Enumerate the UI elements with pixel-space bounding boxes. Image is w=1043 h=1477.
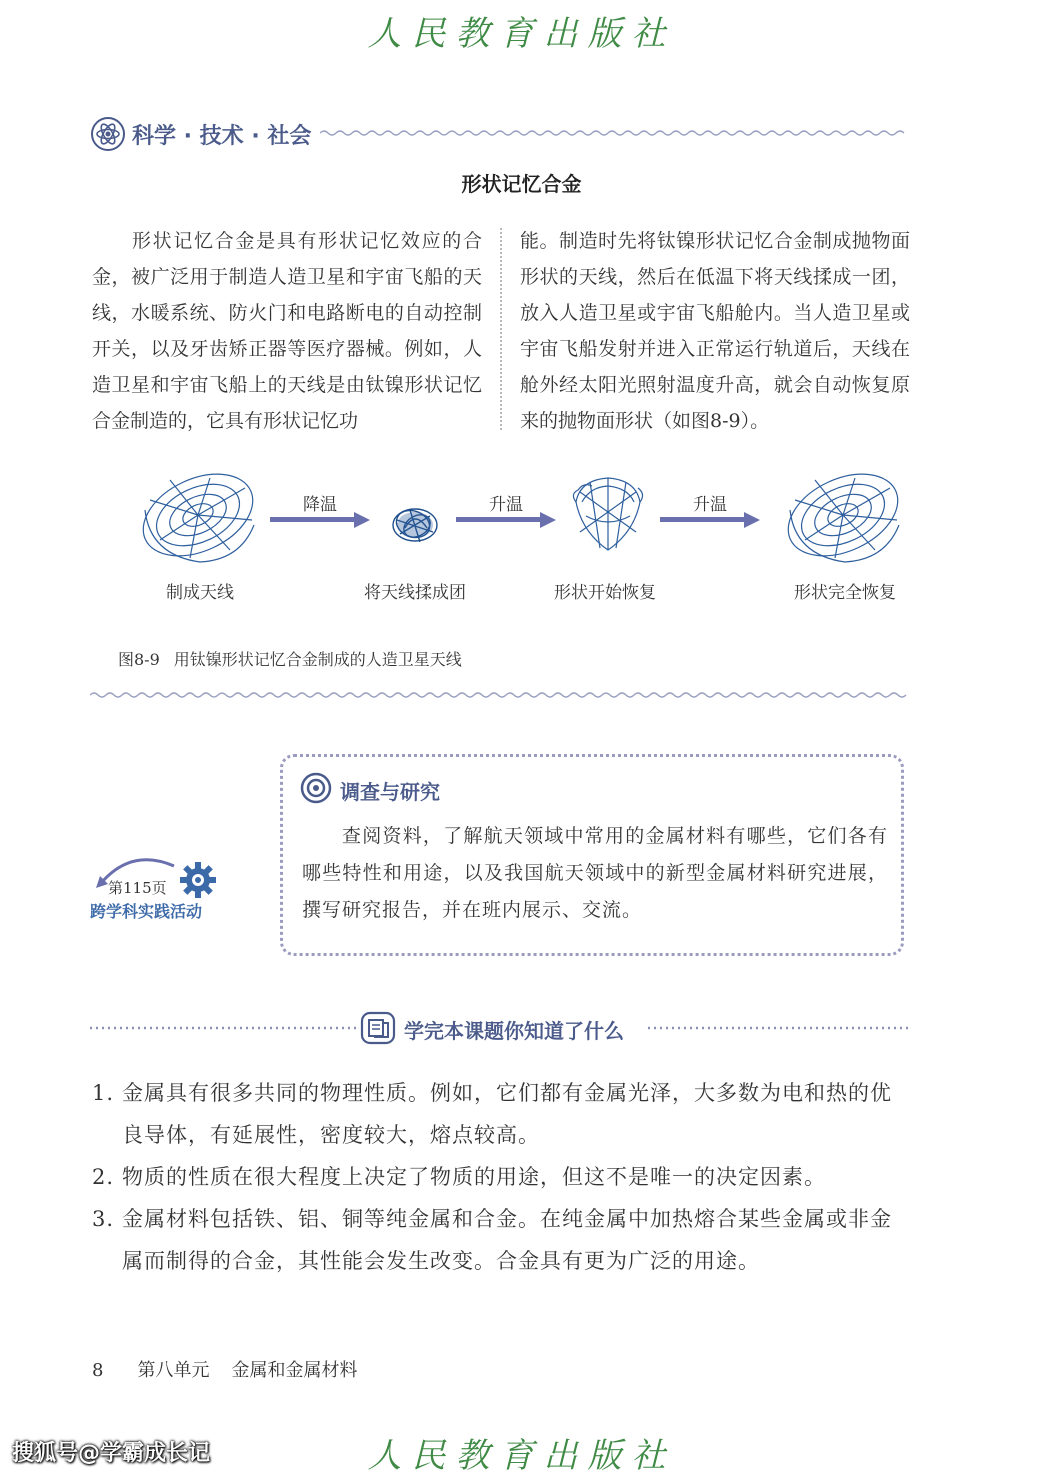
unit-label: 第八单元 xyxy=(137,1360,210,1381)
list-item-text: 金属具有很多共同的物理性质。例如，它们都有金属光泽，大多数为电和热的优良导体，有延展性，密度较大，熔点较高。 xyxy=(122,1081,892,1147)
arrow-right-icon xyxy=(660,512,760,528)
side-note-page: 第115页 xyxy=(108,879,167,897)
arrow-right-icon xyxy=(456,512,556,528)
article-column-2: 能。制造时先将钛镍形状记忆合金制成抛物面形状的天线，然后在低温下将天线揉成一团，放入人造卫星或宇宙飞船舱内。当人造卫星或宇宙飞船发射并进入正常运行轨道后，天线在舱外经太阳光照射温度升高，就会自动恢复原来的抛物面形状（如图8-9）。 xyxy=(520,230,910,432)
page-footer xyxy=(92,1356,357,1382)
antenna-crumpled-icon xyxy=(385,500,445,550)
list-item-text: 金属材料包括铁、铝、铜等纯金属和合金。在纯金属中加热熔合某些金属或非金属而制得的合金，其性能会发生改变。合金具有更为广泛的用途。 xyxy=(122,1207,892,1273)
publisher-logo-bottom: 人民教育出版社 xyxy=(367,1436,676,1476)
dotted-divider xyxy=(90,1026,356,1030)
list-item-number: 1. xyxy=(92,1081,115,1105)
watermark: 搜狐号@学霸成长记 xyxy=(12,1441,211,1466)
list-item-text: 物质的性质在很大程度上决定了物质的用途，但这不是唯一的决定因素。 xyxy=(122,1165,826,1189)
figure-number: 图8-9 xyxy=(118,650,160,669)
book-icon xyxy=(360,1011,396,1045)
atom-icon xyxy=(90,116,126,152)
learned-title: 学完本课题你知道了什么 xyxy=(404,1019,624,1043)
article-column-1: 形状记忆合金是具有形状记忆效应的合金，被广泛用于制造人造卫星和宇宙飞船的天线，水暖系统、防火门和电路断电的自动控制开关，以及牙齿矫正器等医疗器械。例如，人造卫星和宇宙飞船上的天线是由钛镍形状记忆合金制造的，它具有形状记忆功 xyxy=(92,230,482,432)
figure-arrow-label: 降温 xyxy=(303,495,337,515)
page-number: 8 xyxy=(92,1360,104,1381)
list-item xyxy=(92,1156,910,1198)
research-title: 调查与研究 xyxy=(340,780,440,804)
antenna-dish-full-icon xyxy=(130,470,260,570)
dotted-divider xyxy=(648,1026,910,1030)
article-title: 形状记忆合金 xyxy=(461,172,582,196)
figure-arrow-label: 升温 xyxy=(489,495,523,515)
figure-stage-label: 制成天线 xyxy=(166,583,234,603)
section-title: 科学 · 技术 · 社会 xyxy=(132,123,312,149)
list-item xyxy=(92,1072,910,1156)
gear-icon xyxy=(178,860,218,900)
publisher-logo-top: 人民教育出版社 xyxy=(367,14,676,54)
figure-arrow-label: 升温 xyxy=(693,495,727,515)
figure-stage-label: 将天线揉成团 xyxy=(364,583,466,603)
research-text: 查阅资料，了解航天领域中常用的金属材料有哪些，它们各有哪些特性和用途，以及我国航天领域中的新型金属材料研究进展，撰写研究报告，并在班内展示、交流。 xyxy=(302,825,888,921)
figure-caption-text: 用钛镍形状记忆合金制成的人造卫星天线 xyxy=(173,650,462,669)
list-item xyxy=(92,1198,910,1282)
antenna-recovering-icon xyxy=(570,472,646,556)
antenna-dish-full-icon xyxy=(775,470,905,570)
figure-antenna xyxy=(0,460,1043,640)
unit-title: 金属和金属材料 xyxy=(231,1360,358,1381)
list-item-number: 2. xyxy=(92,1165,115,1189)
at-symbol-icon xyxy=(300,772,332,804)
wavy-divider xyxy=(320,128,910,138)
learned-list xyxy=(92,1072,910,1282)
section-header xyxy=(90,112,311,156)
figure-stage-label: 形状完全恢复 xyxy=(794,583,896,603)
list-item-number: 3. xyxy=(92,1207,115,1231)
column-divider xyxy=(500,228,502,430)
arrow-right-icon xyxy=(270,512,370,528)
figure-caption xyxy=(118,647,462,670)
wavy-divider xyxy=(90,690,910,700)
figure-stage-label: 形状开始恢复 xyxy=(554,583,656,603)
side-note-activity-link[interactable]: 跨学科实践活动 xyxy=(90,902,203,921)
